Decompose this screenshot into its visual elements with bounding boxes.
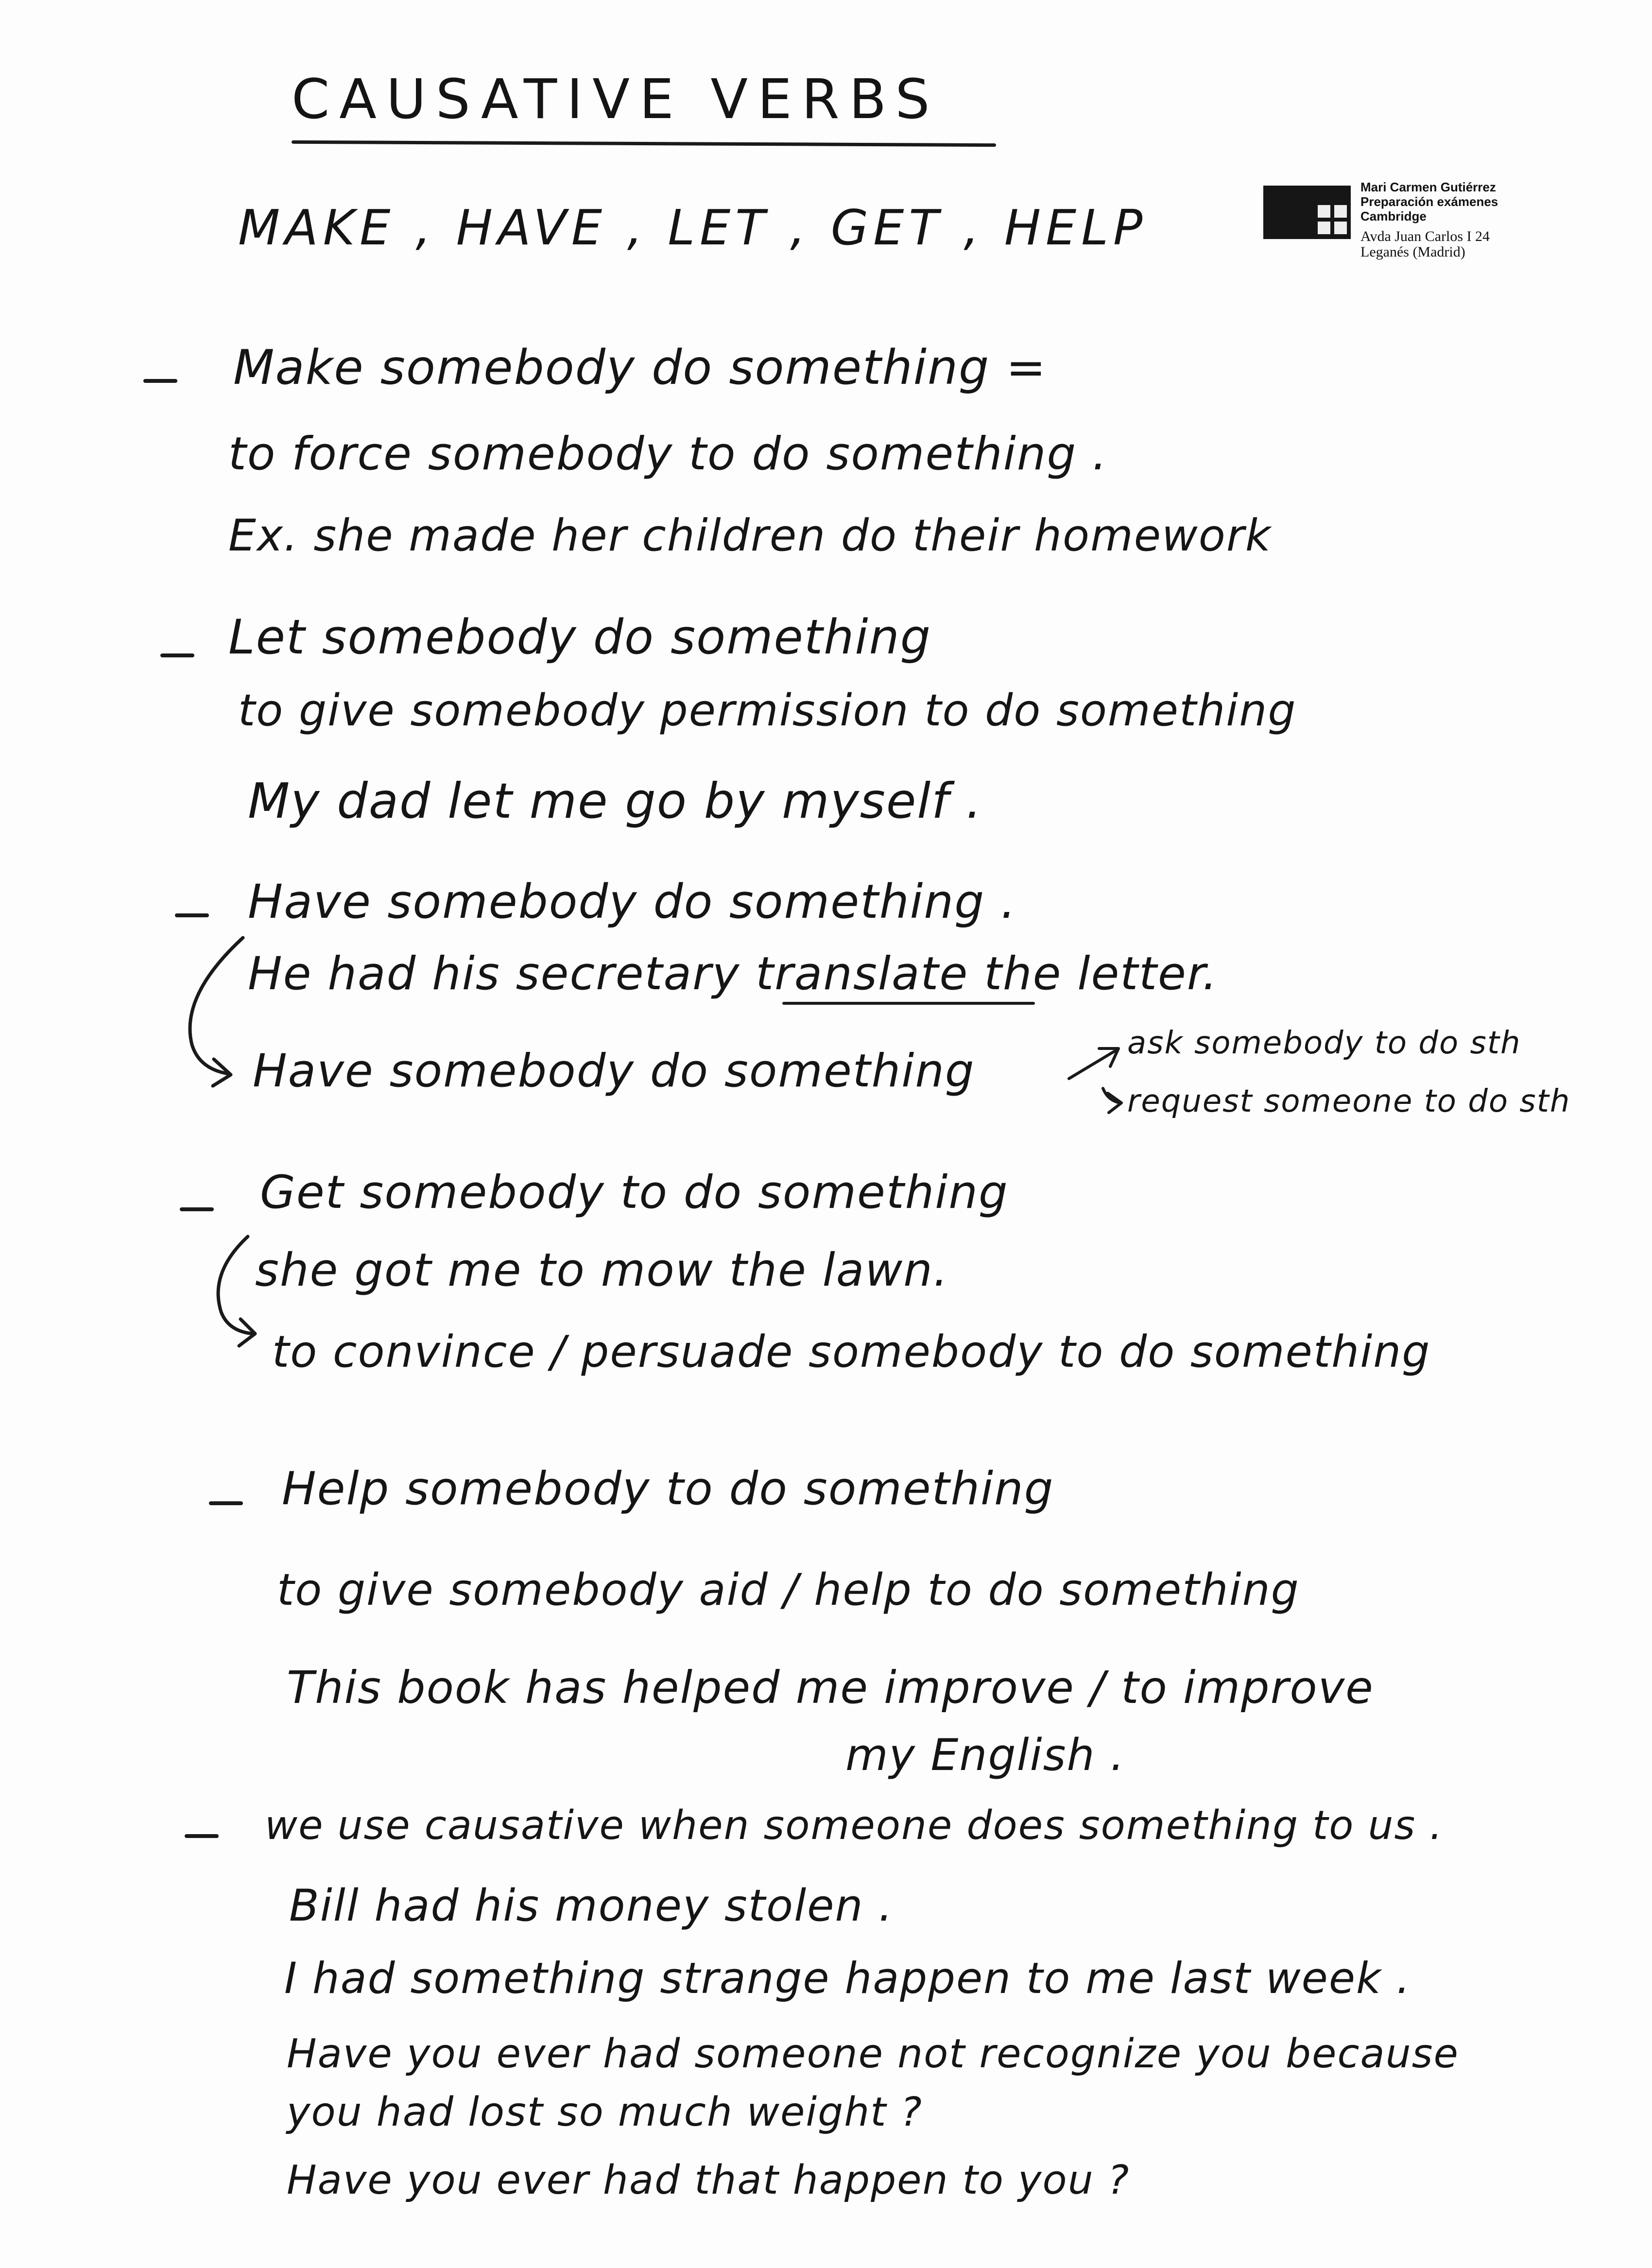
union-flag-icon (1318, 205, 1347, 234)
have-bracket-arrowhead (213, 1059, 231, 1086)
request-arrowhead (1108, 1093, 1121, 1113)
passive-example-2: I had something strange happen to me last week . (284, 1953, 1411, 2003)
have-note-request: request someone to do sth (1127, 1083, 1571, 1119)
stamp-city: Leganés (Madrid) (1360, 244, 1465, 260)
let-example: My dad let me go by myself . (248, 773, 982, 829)
stamp-service: Preparación exámenes (1360, 194, 1498, 209)
have-heading: Have somebody do something . (248, 875, 1017, 929)
passive-example-3-continued: you had lost so much weight ? (287, 2089, 923, 2135)
passive-example-4: Have you ever had that happen to you ? (287, 2157, 1130, 2203)
passive-heading: we use causative when someone does something to us . (265, 1803, 1444, 1849)
stamp-logo-icon (1263, 186, 1351, 239)
translate-underline (782, 1002, 1035, 1005)
request-arrow (1103, 1088, 1120, 1103)
bullet-dash (209, 1501, 243, 1505)
make-example: Ex. she made her children do their homework (228, 510, 1272, 561)
have-restate: Have somebody do something (253, 1045, 975, 1098)
bullet-dash (180, 1207, 214, 1211)
ask-arrowhead (1099, 1048, 1119, 1066)
have-note-ask: ask somebody to do sth (1127, 1025, 1521, 1061)
have-bracket-arrow (190, 938, 243, 1074)
bullet-dash (175, 913, 209, 917)
get-bracket-arrow (218, 1237, 253, 1334)
make-heading: Make somebody do something = (233, 340, 1047, 395)
bullet-dash (185, 1834, 219, 1838)
school-stamp (1263, 180, 1516, 272)
verb-list: MAKE , HAVE , LET , GET , HELP (238, 199, 1148, 256)
bullet-dash (143, 379, 177, 383)
title-underline (292, 140, 996, 147)
let-heading: Let somebody do something (228, 610, 931, 665)
get-bracket-arrowhead (239, 1319, 255, 1346)
make-meaning: to force somebody to do something . (228, 428, 1108, 481)
page-title: CAUSATIVE VERBS (292, 68, 940, 131)
get-meaning: to convince / persuade somebody to do something (272, 1326, 1431, 1377)
stamp-name: Mari Carmen Gutiérrez (1360, 180, 1496, 194)
stamp-exam-board: Cambridge (1360, 209, 1427, 223)
passive-example-1: Bill had his money stolen . (289, 1880, 894, 1931)
help-meaning: to give somebody aid / help to do something (277, 1564, 1300, 1615)
get-example: she got me to mow the lawn. (255, 1244, 949, 1297)
have-example: He had his secretary translate the letter. (248, 947, 1218, 1000)
let-meaning: to give somebody permission to do something (238, 685, 1297, 736)
help-heading: Help somebody to do something (282, 1462, 1054, 1515)
help-example: This book has helped me improve / to improve (287, 1662, 1374, 1714)
get-heading: Get somebody to do something (260, 1166, 1009, 1219)
ask-arrow (1069, 1049, 1118, 1079)
stamp-address: Avda Juan Carlos I 24 (1360, 228, 1490, 244)
bullet-dash (160, 653, 194, 657)
help-example-continued: my English . (845, 1730, 1125, 1781)
passive-example-3: Have you ever had someone not recognize you because (287, 2031, 1459, 2077)
